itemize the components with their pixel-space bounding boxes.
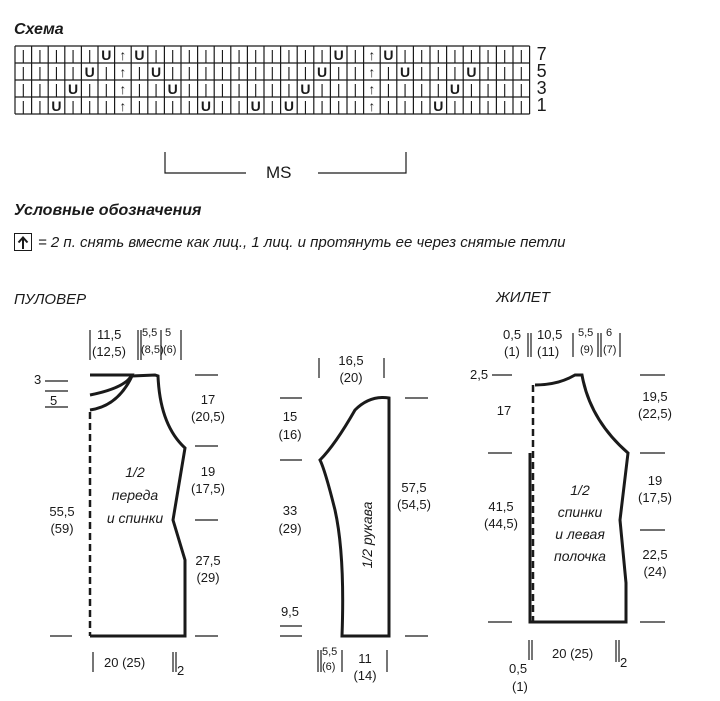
stitch-cell: U: [383, 46, 394, 63]
stitch-cell: |: [486, 80, 490, 97]
stitch-cell: |: [502, 80, 507, 97]
stitch-cell: |: [253, 63, 258, 80]
pullover-top-width-alt: (12,5): [92, 344, 126, 359]
stitch-cell: |: [54, 46, 59, 63]
stitch-cell: |: [204, 80, 208, 97]
sleeve-top-alt: (20): [339, 370, 363, 385]
stitch-cell: |: [453, 97, 457, 114]
stitch-cell: |: [353, 63, 358, 80]
stitch-cell: |: [104, 63, 109, 80]
stitch-cell: |: [154, 97, 158, 114]
stitch-cell: |: [403, 97, 407, 114]
stitch-cell: |: [237, 63, 241, 80]
vest-height: 41,5: [488, 499, 514, 514]
stitch-cell: |: [419, 46, 424, 63]
pullover-hem-alt: (29): [196, 570, 220, 585]
stitch-cell: |: [270, 80, 275, 97]
pullover-bottom-width: 20 (25): [104, 655, 146, 670]
stitch-cell: |: [336, 97, 341, 114]
sleeve-total: 57,5: [401, 480, 427, 495]
vest-label-2: спинки: [557, 504, 603, 520]
stitch-cell: |: [38, 46, 42, 63]
vest-waist-alt: (17,5): [638, 490, 672, 505]
row-number: 5: [536, 61, 547, 81]
stitch-cell: |: [436, 63, 441, 80]
stitch-cell: |: [436, 46, 441, 63]
vest-armhole-alt: (22,5): [638, 406, 672, 421]
stitch-cell: U: [101, 46, 112, 63]
stitch-cell: |: [320, 46, 324, 63]
vest-label-3: и левая: [555, 526, 605, 542]
stitch-cell: U: [250, 97, 261, 114]
pullover-height: 55,5: [49, 504, 75, 519]
vest-bottom-width: 20 (25): [552, 646, 594, 661]
stitch-cell: |: [353, 97, 358, 114]
stitch-cell: |: [303, 97, 308, 114]
pullover-neck-depth-back: 3: [34, 372, 42, 387]
stitch-cell: |: [87, 97, 92, 114]
stitch-cell: |: [502, 63, 507, 80]
stitch-cell: |: [104, 97, 109, 114]
stitch-cell: |: [71, 63, 75, 80]
stitch-cell: |: [320, 97, 324, 114]
stitch-cell: |: [54, 80, 59, 97]
stitch-cell: |: [336, 80, 341, 97]
pullover-neck-depth-front: 5: [50, 393, 58, 408]
pullover-top-width: 11,5: [97, 327, 122, 342]
stitch-cell: |: [21, 46, 26, 63]
stitch-cell: U: [167, 80, 178, 97]
vest-hem: 22,5: [642, 547, 668, 562]
vest-armhole-top-alt: (7): [603, 344, 617, 356]
stitch-cell: |: [486, 46, 490, 63]
stitch-cell: |: [469, 80, 474, 97]
stitch-cell: |: [320, 80, 324, 97]
stitch-cell: |: [137, 63, 142, 80]
sleeve-bottom-width-alt: (14): [353, 668, 377, 683]
stitch-cell: |: [220, 63, 225, 80]
stitch-cell: |: [21, 80, 26, 97]
sleeve-bottom-width: 11: [358, 651, 372, 666]
stitch-cell: |: [38, 63, 42, 80]
vest-bottom-ease: 2: [620, 655, 628, 670]
stitch-cell: |: [187, 80, 192, 97]
stitch-cell: U: [300, 80, 311, 97]
stitch-cell: ↑: [119, 97, 127, 114]
stitch-cell: |: [287, 46, 291, 63]
stitch-cell: |: [353, 80, 358, 97]
row-number: 3: [536, 78, 547, 98]
stitch-cell: |: [419, 80, 424, 97]
vest-label-4: полочка: [554, 548, 606, 564]
stitch-cell: |: [253, 46, 258, 63]
stitch-cell: U: [449, 80, 460, 97]
vest-waist: 19: [647, 473, 663, 488]
stitch-cell: ↑: [119, 80, 127, 97]
stitch-cell: |: [353, 46, 358, 63]
stitch-cell: |: [54, 63, 59, 80]
stitch-cell: |: [38, 97, 42, 114]
pullover-bottom-ease: 2: [177, 663, 185, 678]
stitch-cell: U: [317, 63, 328, 80]
stitch-cell: |: [154, 46, 158, 63]
vest-edge-bottom: 0,5: [509, 661, 528, 676]
sleeve-cap-alt: (16): [278, 427, 302, 442]
sleeve-label: 1/2 рукава: [359, 501, 375, 569]
stitch-cell: |: [154, 80, 158, 97]
sleeve-cuff-ease-alt: (6): [322, 661, 336, 673]
stitch-cell: ↑: [119, 46, 127, 63]
vest-label-1: 1/2: [570, 482, 590, 498]
stitch-cell: |: [237, 80, 241, 97]
repeat-label: MS: [266, 163, 292, 182]
stitch-cell: U: [466, 63, 477, 80]
pullover-waist: 19: [200, 464, 216, 479]
stitch-cell: ↑: [368, 80, 376, 97]
stitch-cell: |: [187, 97, 192, 114]
stitch-cell: |: [303, 46, 308, 63]
stitch-cell: |: [386, 63, 391, 80]
row-number: 7: [536, 44, 547, 64]
vest-edge: 0,5: [503, 327, 522, 342]
stitch-cell: |: [71, 97, 75, 114]
stitch-cell: |: [469, 97, 474, 114]
vest-title: ЖИЛЕТ: [496, 289, 550, 306]
pullover-armhole: 17: [200, 392, 216, 407]
stitch-cell: |: [502, 97, 507, 114]
pullover-armhole-alt: (20,5): [191, 409, 225, 424]
vest-neck-depth: 2,5: [470, 367, 489, 382]
stitch-cell: |: [87, 80, 92, 97]
pullover-shoulder: 5: [165, 327, 172, 339]
stitch-cell: |: [170, 97, 175, 114]
stitch-cell: |: [137, 80, 142, 97]
vest-upper-height: 17: [496, 403, 512, 418]
stitch-cell: |: [519, 63, 524, 80]
stitch-cell: |: [419, 63, 424, 80]
stitch-cell: |: [419, 97, 424, 114]
pullover-label-3: и спинки: [106, 510, 164, 526]
vest-outline: [530, 375, 628, 622]
stitch-cell: |: [386, 80, 391, 97]
stitch-cell: |: [87, 46, 92, 63]
stitch-cell: |: [170, 63, 175, 80]
vest-armhole: 19,5: [642, 389, 668, 404]
stitch-cell: |: [237, 46, 241, 63]
vest-edge-bottom-alt: (1): [512, 679, 528, 694]
pullover-height-alt: (59): [50, 521, 74, 536]
stitch-cell: U: [433, 97, 444, 114]
stitch-cell: ↑: [368, 63, 376, 80]
vest-neck-alt: (9): [580, 344, 594, 356]
vest-shoulder: 10,5: [537, 327, 563, 342]
stitch-cell: |: [270, 97, 275, 114]
stitch-cell: U: [68, 80, 79, 97]
stitch-cell: U: [134, 46, 145, 63]
row-number: 1: [536, 95, 547, 115]
stitch-cell: |: [137, 97, 142, 114]
stitch-cell: |: [187, 63, 192, 80]
stitch-cell: U: [51, 97, 62, 114]
stitch-cell: |: [270, 63, 275, 80]
vest-edge-alt: (1): [504, 344, 520, 359]
stitch-cell: |: [502, 46, 507, 63]
stitch-cell: |: [170, 46, 175, 63]
stitch-cell: |: [453, 63, 457, 80]
sleeve-cap: 15: [282, 409, 298, 424]
stitch-cell: |: [220, 97, 225, 114]
stitch-cell: |: [403, 46, 407, 63]
stitch-cell: |: [303, 63, 308, 80]
pullover-waist-alt: (17,5): [191, 481, 225, 496]
stitch-cell: |: [237, 97, 241, 114]
pullover-outline: [90, 375, 185, 636]
pullover-neck-width-alt: (8,5): [141, 344, 164, 356]
pullover-hem: 27,5: [195, 553, 221, 568]
legend-title: Условные обозначения: [14, 202, 202, 219]
stitch-cell: |: [204, 63, 208, 80]
stitch-cell: ↑: [119, 63, 127, 80]
pullover-title: ПУЛОВЕР: [14, 291, 87, 308]
stitch-cell: |: [253, 80, 258, 97]
stitch-cell: |: [519, 80, 524, 97]
stitch-cell: |: [220, 80, 225, 97]
stitch-cell: U: [200, 97, 211, 114]
pullover-shoulder-alt: (6): [163, 344, 177, 356]
stitch-cell: |: [336, 63, 341, 80]
sleeve-total-alt: (54,5): [397, 497, 431, 512]
stitch-cell: |: [104, 80, 109, 97]
stitch-cell: U: [151, 63, 162, 80]
stitch-cell: |: [403, 80, 407, 97]
stitch-cell: |: [436, 80, 441, 97]
vest-height-alt: (44,5): [484, 516, 518, 531]
stitch-cell: |: [287, 80, 291, 97]
stitch-cell: U: [283, 97, 294, 114]
stitch-cell: |: [21, 97, 26, 114]
vest-shoulder-alt: (11): [537, 344, 560, 359]
sleeve-outline: [320, 398, 389, 637]
vest-neck: 5,5: [578, 327, 594, 339]
stitch-cell: |: [386, 97, 391, 114]
stitch-cell: |: [453, 46, 457, 63]
pullover-label-1: 1/2: [125, 464, 145, 480]
stitch-cell: |: [519, 97, 524, 114]
pullover-label-2: переда: [111, 487, 159, 503]
scheme-title: Схема: [14, 21, 64, 38]
pullover-neck-width: 5,5: [142, 327, 158, 339]
sleeve-length-alt: (29): [278, 521, 302, 536]
stitch-cell: |: [270, 46, 275, 63]
stitch-cell: |: [71, 46, 75, 63]
stitch-cell: |: [486, 63, 490, 80]
stitch-cell: |: [469, 46, 474, 63]
stitch-cell: U: [400, 63, 411, 80]
stitch-cell: |: [204, 46, 208, 63]
stitch-cell: |: [486, 97, 490, 114]
vest-armhole-top: 6: [606, 327, 613, 339]
stitch-cell: |: [187, 46, 192, 63]
stitch-cell: |: [220, 46, 225, 63]
sleeve-length: 33: [282, 503, 298, 518]
vest-hem-alt: (24): [643, 564, 667, 579]
stitch-cell: |: [287, 63, 291, 80]
sleeve-cuff: 9,5: [280, 604, 300, 619]
stitch-cell: ↑: [368, 97, 376, 114]
stitch-cell: |: [38, 80, 42, 97]
legend-text: = 2 п. снять вместе как лиц., 1 лиц. и протянуть ее через снятые петли: [38, 234, 566, 251]
stitch-cell: U: [333, 46, 344, 63]
stitch-cell: U: [84, 63, 95, 80]
stitch-cell: |: [21, 63, 26, 80]
stitch-cell: ↑: [368, 46, 376, 63]
sleeve-top: 16,5: [338, 353, 364, 368]
sleeve-cuff-ease: 5,5: [322, 646, 338, 658]
stitch-cell: |: [519, 46, 524, 63]
